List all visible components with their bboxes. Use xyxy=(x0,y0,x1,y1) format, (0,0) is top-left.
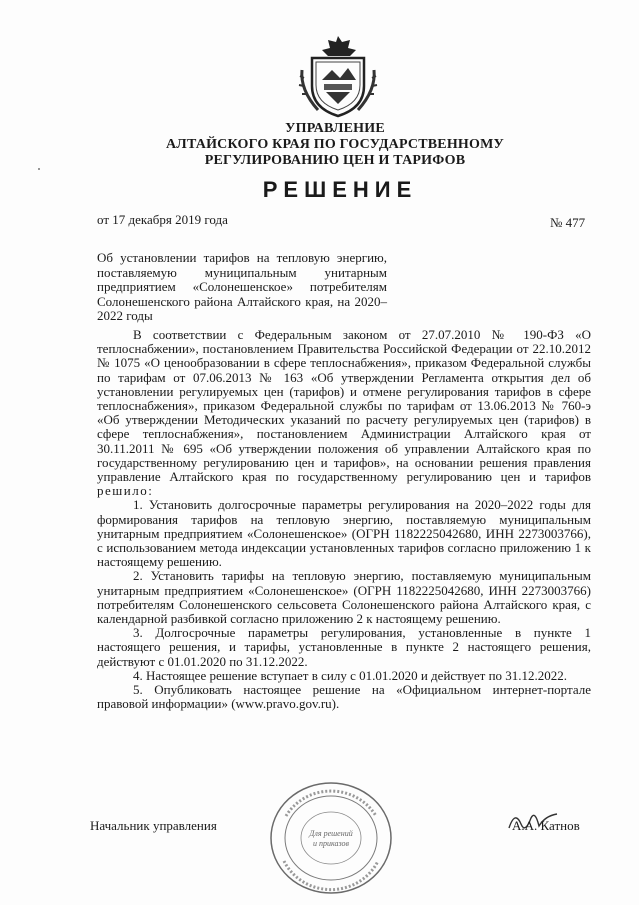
svg-text:Для решений: Для решений xyxy=(309,829,353,838)
item-3: 3. Долгосрочные параметры регулирования, установленные в пункте 1 настоящего решения, и тарифы, установленные в пункте 2 настоящего решения, действуют с 01.01.2020 по 31.12.2022. xyxy=(97,625,591,669)
item-5: 5. Опубликовать настоящее решение на «Официальном интернет-портале правовой информации» (www.pravo.gov.ru). xyxy=(97,682,591,712)
document-date: от 17 декабря 2019 года xyxy=(97,212,228,227)
org-line-3: РЕГУЛИРОВАНИЮ ЦЕН И ТАРИФОВ xyxy=(204,153,466,168)
document-subject: Об установлении тарифов на тепловую энергию, поставляемую муниципальным унитарным предприятием «Солонешенское» потребителям Солонешенского района Алтайского края, на 2020–2022 годы xyxy=(97,250,387,323)
item-2: 2. Установить тарифы на тепловую энергию, поставляемую муниципальным унитарным предприятием «Солонешенское» (ОГРН 1182225042680, ИНН 2273003766) потребителям Солонешенского сельсовета Солонешенского района Алтайского края, с календарной разбивкой согласно приложению 2 к настоящему решению. xyxy=(97,568,591,627)
signatory-position: Начальник управления xyxy=(90,818,217,833)
org-line-1: УПРАВЛЕНИЕ xyxy=(285,121,385,136)
document-number: № 477 xyxy=(550,215,586,230)
preamble-text: В соответствии с Федеральным законом от 27.07.2010 № 190-ФЗ «О теплоснабжении», постановлением Правительства Российской Федерации от 22.10.2012 № 1075 «О ценообразовании в сфере теплоснабжения», приказом Федеральной службы по тарифам от 07.06.2013 № 163 «Об утверждении Регламента открытия дел об установлении регулируемых цен (тарифов) и отмене регулирования тарифов в сфере теплоснабжения», приказом Федеральной службы по тарифам от 13.06.2013 № 760-э «Об утверждении Методических указаний по расчету регулируемых цен (тарифов) в сфере теплоснабжения», постановлением Администрации Алтайского края от 30.11.2011 № 695 «Об утверждении положения об управлении Алтайского края по государственному регулированию цен и тарифов», на основании решения правления управление Алтайского края по государственному регулированию цен и тарифов xyxy=(97,327,591,485)
preamble-paragraph xyxy=(97,328,591,498)
organization-name xyxy=(120,121,550,169)
document-body xyxy=(97,328,591,711)
org-line-2: АЛТАЙСКОГО КРАЯ ПО ГОСУДАРСТВЕННОМУ xyxy=(166,137,504,152)
signatory-name: А.А. Катнов xyxy=(512,818,580,833)
scan-speck xyxy=(38,168,40,170)
item-1: 1. Установить долгосрочные параметры регулирования на 2020–2022 годы для формирования тарифов на тепловую энергию, поставляемую муниципальным унитарным предприятием «Солонешенское» (ОГРН 1182225042680, ИНН 2273003766), с использованием метода индексации установленных тарифов согласно приложению 1 к настоящему решению. xyxy=(97,497,591,570)
altai-krai-coat-of-arms-icon xyxy=(298,30,378,118)
item-4: 4. Настоящее решение вступает в силу с 01.01.2020 и действует по 31.12.2022. xyxy=(133,667,568,683)
document-type-title: РЕШЕНИЕ xyxy=(262,177,418,202)
decided-word: решило: xyxy=(97,483,154,499)
official-stamp-icon xyxy=(266,776,396,896)
svg-text:и приказов: и приказов xyxy=(312,839,350,848)
